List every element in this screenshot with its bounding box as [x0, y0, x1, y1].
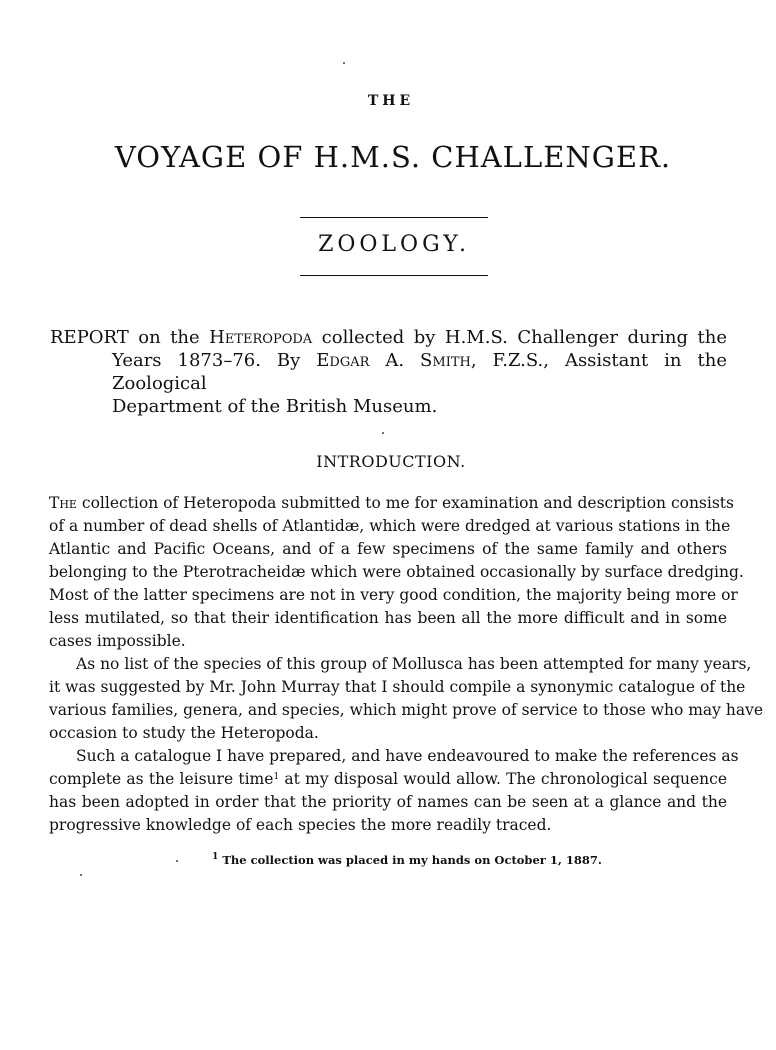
print-speck	[80, 874, 82, 876]
paragraph-3-line: Such a catalogue I have prepared, and have endeavoured to make the references as	[76, 747, 739, 765]
report-title-block	[50, 326, 727, 418]
paragraph-2-line: various families, genera, and species, which might prove of service to those who may have	[49, 701, 764, 719]
section-heading: ZOOLOGY.	[318, 232, 470, 257]
paragraph-3-line: complete as the leisure time$^1$ at my disposal would allow. The chronological sequence	[49, 770, 727, 788]
print-speck	[382, 432, 384, 434]
introduction-heading: INTRODUCTION.	[316, 452, 466, 471]
report-line-1-rest: collected by H.M.S. Challenger during the	[321, 327, 727, 348]
paragraph-1-line: belonging to the Pterotracheidæ which were obtained occasionally by surface dredging.	[49, 563, 744, 581]
bottom-rule	[300, 275, 488, 276]
report-line-2-rest: , F.Z.S., Assistant in the Zoological	[112, 350, 727, 394]
report-heteropoda: Heteropoda	[209, 327, 313, 348]
report-line-2	[50, 349, 727, 395]
footnote-text: The collection was placed in my hands on October 1, 1887.	[218, 853, 602, 867]
page-title: VOYAGE OF H.M.S. CHALLENGER.	[114, 140, 672, 174]
paragraph-1-first-word: The	[49, 494, 77, 512]
footnote-reference: 1	[273, 772, 280, 782]
paragraph-1-line: cases impossible.	[49, 632, 186, 650]
paragraph-2-line: occasion to study the Heteropoda.	[49, 724, 319, 742]
paragraph-1-line: Atlantic and Pacific Oceans, and of a few specimens of the same family and others	[49, 540, 727, 558]
paragraph-3-line: has been adopted in order that the priority of names can be seen at a glance and the	[49, 793, 727, 811]
report-author: Edgar A. Smith	[316, 350, 471, 371]
report-line-3: Department of the British Museum.	[112, 396, 438, 417]
paragraph-1-line: The collection of Heteropoda submitted to me for examination and description consists	[49, 494, 734, 512]
paragraph-1-line: less mutilated, so that their identification has been all the more difficult and in some	[49, 609, 727, 627]
paragraph-2-line: it was suggested by Mr. John Murray that I should compile a synonymic catalogue of the	[49, 678, 746, 696]
report-line-2-start: Years 1873–76. By	[112, 350, 301, 371]
footnote	[0, 853, 776, 867]
report-on-the: on the	[138, 327, 200, 348]
print-speck	[176, 860, 178, 862]
print-speck	[343, 62, 345, 64]
introduction-body	[49, 492, 764, 837]
top-rule	[300, 217, 488, 218]
report-line-1	[50, 326, 727, 349]
paragraph-2-line: As no list of the species of this group of Mollusca has been attempted for many years,	[76, 655, 752, 673]
paragraph-3-line: progressive knowledge of each species the more readily traced.	[49, 816, 552, 834]
paragraph-1-line: Most of the latter specimens are not in very good condition, the majority being more or	[49, 586, 738, 604]
paragraph-1-line: of a number of dead shells of Atlantidæ, which were dredged at various stations in the	[49, 517, 731, 535]
the-heading: THE	[367, 93, 415, 109]
report-lead: REPORT	[50, 327, 129, 348]
footnote-marker: 1	[212, 852, 219, 862]
